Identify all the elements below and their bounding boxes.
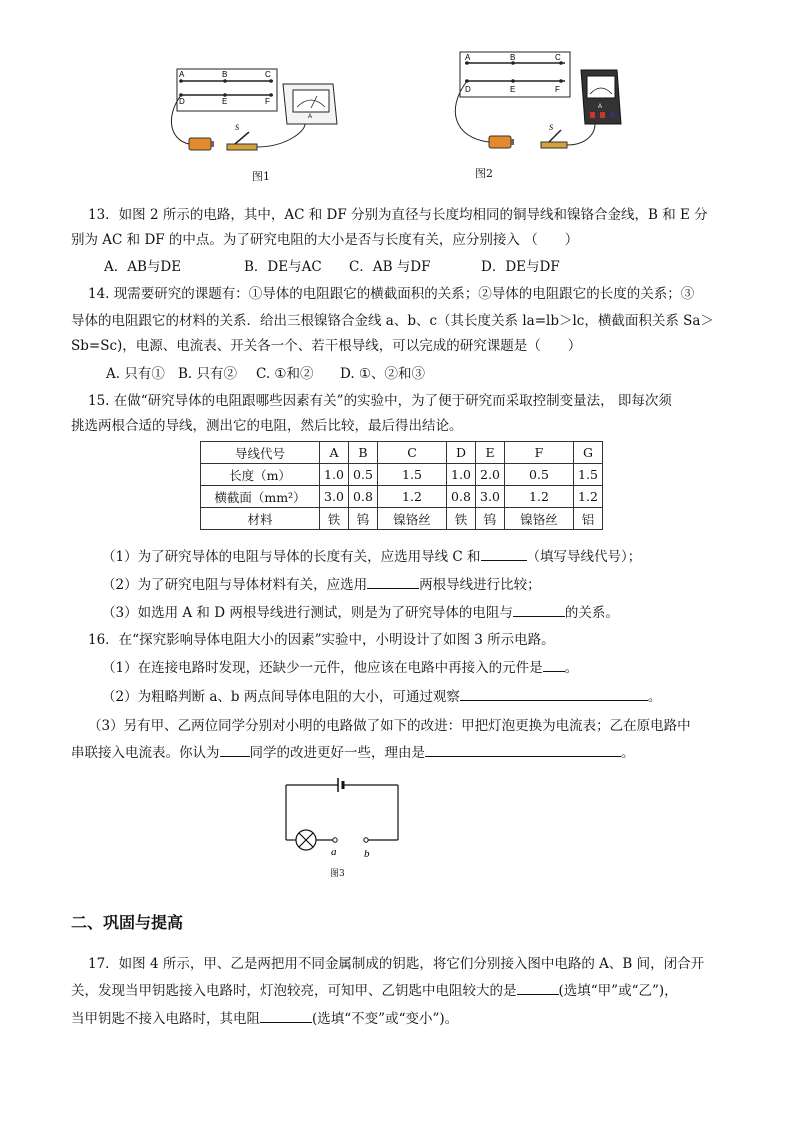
table-row [201,464,603,486]
point-a-label: a [331,846,337,858]
table-cell: 材料 [201,508,320,530]
table-cell: 0.8 [349,486,378,508]
answer-blank[interactable] [460,686,648,701]
answer-blank[interactable] [543,657,565,672]
q14-option-c: C. ①和② [256,366,314,382]
table-header: D [447,442,476,464]
figure-3-circuit [280,775,405,865]
table-header: C [378,442,447,464]
table-header: 导线代号 [201,442,320,464]
q17-line2: 关，发现当甲钥匙接入电路时，灯泡较亮，可知甲、乙钥匙中电阻较大的是 (选填“甲”或“乙”)， [71,979,678,1004]
table-cell: 3.0 [476,486,505,508]
figure-1 [165,62,365,162]
svg-text:F: F [555,85,560,94]
q13-option-d: D．DE与DF [481,259,560,275]
answer-blank[interactable] [425,742,621,757]
figure-2-caption: 图2 [475,167,493,180]
answer-blank[interactable] [220,742,250,757]
ammeter-icon [581,70,621,124]
answer-blank[interactable] [517,980,559,995]
lamp-icon [296,830,316,850]
table-cell: 0.5 [505,464,574,486]
wire-data-table [200,441,603,530]
answer-blank[interactable] [481,546,527,561]
q16-line1: 16．在“探究影响导体电阻大小的因素”实验中，小明设计了如图 3 所示电路。 [88,632,555,648]
table-cell: 1.2 [505,486,574,508]
table-cell: 1.5 [378,464,447,486]
q17-line3: 当甲钥匙不接入电路时，其电阻 (选填“不变”或“变小”)。 [71,1007,458,1032]
table-cell: 镍铬丝 [378,508,447,530]
svg-text:A: A [465,53,471,62]
svg-text:S: S [549,123,553,132]
q14-option-b: B. 只有② [178,366,238,382]
q15-sub3: （3）如选用 A 和 D 两根导线进行测试，则是为了研究导体的电阻与 的关系。 [102,601,619,626]
q14-line1: 14. 现需要研究的课题有：①导体的电阻跟它的横截面积的关系；②导体的电阻跟它的长度的关系；③ [88,286,695,302]
q16-sub3-line2: 串联接入电流表。你认为 同学的改进更好一些，理由是 。 [71,741,635,766]
svg-text:A: A [598,104,603,110]
svg-text:S: S [235,123,239,132]
point-b-label: b [364,848,370,860]
table-header-row [201,442,603,464]
q13-option-c: C．AB 与DF [349,259,431,275]
table-cell: 0.5 [349,464,378,486]
label-A: A [179,70,185,79]
svg-text:C: C [555,53,561,62]
label-F: F [265,97,270,106]
q13-option-b: B．DE与AC [244,259,322,275]
table-cell: 0.8 [447,486,476,508]
table-cell: 铁 [447,508,476,530]
table-cell: 长度（m） [201,464,320,486]
table-cell: 1.5 [574,464,603,486]
svg-text:A: A [308,114,313,120]
table-cell: 1.0 [447,464,476,486]
label-D: D [179,97,185,106]
q15-sub1: （1）为了研究导体的电阻与导体的长度有关，应选用导线 C 和 （填写导线代号）； [102,545,641,570]
table-header: B [349,442,378,464]
label-E: E [222,97,228,106]
section-heading: 二、巩固与提高 [71,913,184,932]
battery-icon [489,136,514,148]
table-cell: 镍铬丝 [505,508,574,530]
q13-line1: 13．如图 2 所示的电路，其中，AC 和 DF 分别为直径与长度均相同的铜导线和镍铬合金线，B 和 E 分 [88,207,708,223]
q14-options [106,362,425,387]
q16-sub1: （1）在连接电路时发现，还缺少一元件，他应该在电路中再接入的元件是 。 [102,656,578,681]
table-row [201,508,603,530]
q17-line1: 17．如图 4 所示，甲、乙是两把用不同金属制成的钥匙，将它们分别接入图中电路的 A、B 间，闭合开 [88,956,705,972]
q13-options [104,255,560,280]
q14-option-a: A. 只有① [106,366,165,382]
label-B: B [222,70,228,79]
q13-option-a: A．AB与DE [104,259,182,275]
battery-icon [189,138,214,150]
table-cell: 横截面（mm²） [201,486,320,508]
switch-icon [227,123,257,150]
table-header: F [505,442,574,464]
label-C: C [265,70,271,79]
q16-sub2: （2）为粗略判断 a、b 两点间导体电阻的大小，可通过观察 。 [102,685,661,710]
switch-icon [541,123,567,148]
q14-option-d: D. ①、②和③ [340,366,426,382]
table-header: E [476,442,505,464]
table-header: A [320,442,349,464]
q13-line2: 别为 AC 和 DF 的中点。为了研究电阻的大小是否与长度有关，应分别接入 （ ） [71,232,579,248]
svg-text:E: E [510,85,516,94]
table-row [201,486,603,508]
table-cell: 钨 [476,508,505,530]
table-cell: 1.2 [574,486,603,508]
q14-line2: 导体的电阻跟它的材料的关系．给出三根镍铬合金线 a、b、c（其长度关系 la=lb＞lc，横截面积关系 Sa＞ [71,313,714,329]
table-cell: 2.0 [476,464,505,486]
svg-text:B: B [510,53,516,62]
table-cell: 铁 [320,508,349,530]
table-cell: 1.0 [320,464,349,486]
answer-blank[interactable] [513,602,565,617]
q15-sub2: （2）为了研究电阻与导体材料有关，应选用 两根导线进行比较； [102,573,541,598]
q15-line1: 15. 在做“研究导体的电阻跟哪些因素有关”的实验中，为了便于研究而采取控制变量法， 即每次须 [88,393,672,409]
table-header: G [574,442,603,464]
answer-blank[interactable] [367,574,419,589]
ammeter-icon [283,84,337,124]
q14-line3: Sb=Sc)，电源、电流表、开关各一个、若干根导线，可以完成的研究课题是（ ） [71,338,582,354]
q16-sub3-line1: （3）另有甲、乙两位同学分别对小明的电路做了如下的改进：甲把灯泡更换为电流表；乙在原电路中 [88,718,691,734]
table-cell: 1.2 [378,486,447,508]
svg-text:D: D [465,85,471,94]
figure-2 [445,50,630,160]
table-cell: 3.0 [320,486,349,508]
answer-blank[interactable] [260,1008,312,1023]
q15-line2: 挑选两根合适的导线，测出它的电阻，然后比较，最后得出结论。 [71,418,463,434]
table-cell: 铝 [574,508,603,530]
table-cell: 钨 [349,508,378,530]
figure-1-caption: 图1 [252,170,270,183]
figure-3-caption: 图3 [330,869,345,879]
